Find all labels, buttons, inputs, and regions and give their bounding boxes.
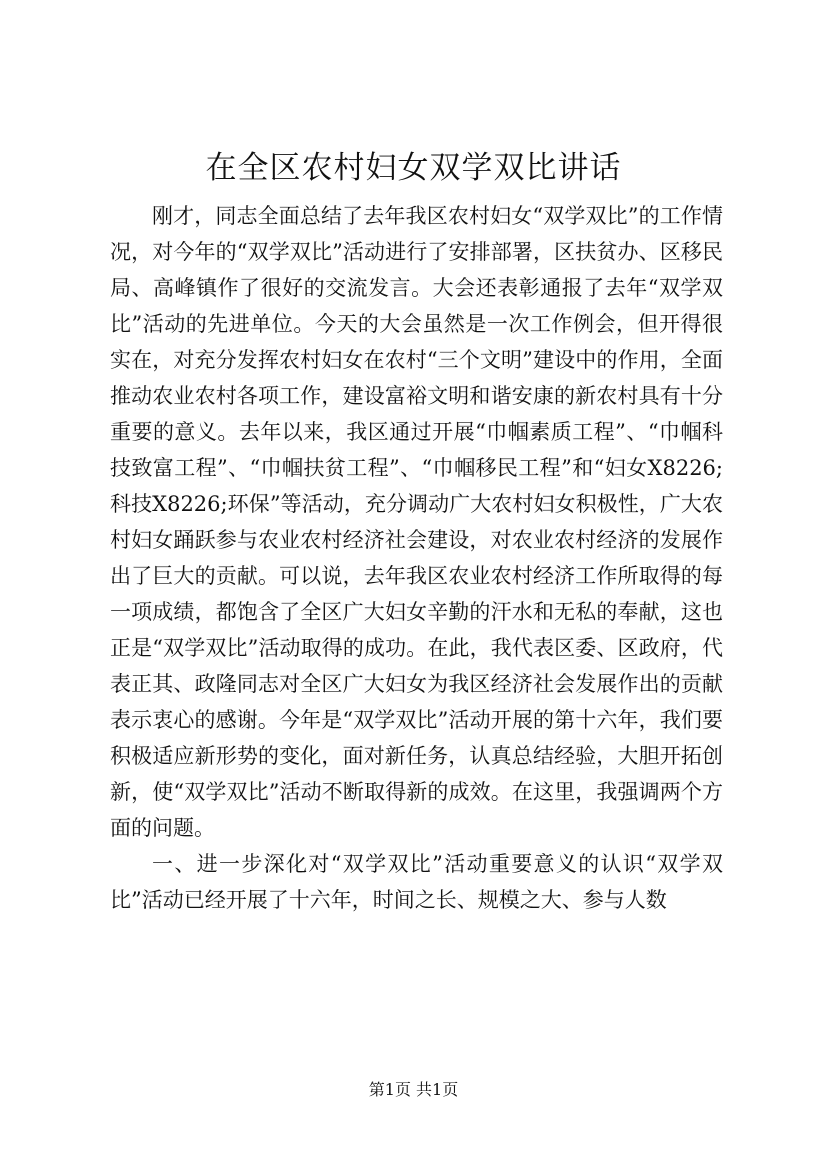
page-footer: 第1页 共1页 — [368, 1080, 459, 1099]
document-title: 在全区农村妇女双学双比讲话 — [205, 150, 622, 186]
body-paragraph-1: 刚才，同志全面总结了去年我区农村妇女“双学双比”的工作情况，对今年的“双学双比”活动进行了安排部署，区扶贫办、区移民局、高峰镇作了很好的交流发言。大会还表彰通报了去年“双学双比”活动的先进单位。今天的大会虽然是一次工作例会，但开得很实在，对充分发挥农村妇女在农村“三个文明”建设中的作用，全面推动农业农村各项工作，建设富裕文明和谐安康的新农村具有十分重要的意义。去年以来，我区通过开展“巾帼素质工程”、“巾帼科技致富工程”、“巾帼扶贫工程”、“巾帼移民工程”和“妇女X8226;科技X8226;环保”等活动，充分调动广大农村妇女积极性，广大农村妇女踊跃参与农业农村经济社会建设，对农业农村经济的发展作出了巨大的贡献。可以说，去年我区农业农村经济工作所取得的每一项成绩，都饱含了全区广大妇女辛勤的汗水和无私的奉献，这也正是“双学双比”活动取得的成功。在此，我代表区委、区政府，代表正其、政隆同志对全区广大妇女为我区经济社会发展作出的贡献表示衷心的感谢。今年是“双学双比”活动开展的第十六年，我们要积极适应新形势的变化，面对新任务，认真总结经验，大胆开拓创新，使“双学双比”活动不断取得新的成效。在这里，我强调两个方面的问题。 — [110, 204, 723, 840]
body-paragraph-2: 一、进一步深化对“双学双比”活动重要意义的认识“双学双比”活动已经开展了十六年，时间之长、规模之大、参与人数 — [110, 852, 723, 912]
document-body — [110, 198, 723, 918]
